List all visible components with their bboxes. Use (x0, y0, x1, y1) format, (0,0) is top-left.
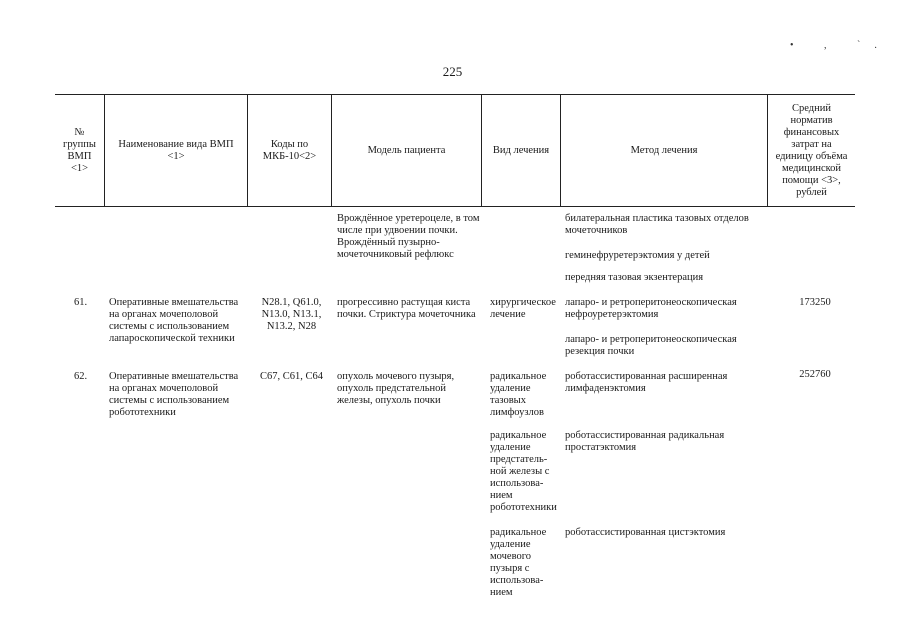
row-62-treatment-1: радикальное удаление тазовых лимфоузлов (490, 371, 547, 418)
row-62-codes: C67, C61, C64 (259, 371, 323, 382)
row-62-treatment-3: радикальное удаление мочевого пузыря с использова-нием (490, 527, 547, 598)
row-62-method-2: роботассистированная радикальная простатэктомия (565, 430, 725, 453)
cont-model: Врождённое уретероцеле, в том числе при удвоении почки. Врождённый пузырно-мочеточниковый рефлюкс (337, 213, 480, 260)
header-method: Метод лечения (630, 144, 698, 156)
header-group: № группы ВМП <1> (63, 126, 96, 174)
header-model: Модель пациента (367, 144, 446, 156)
scan-marks: • , `. (790, 40, 891, 51)
cont-method-2: геминефруретерэктомия у детей (565, 250, 710, 261)
cont-method-3: передняя тазовая экзентерация (565, 272, 704, 283)
row-61-name: Оперативные вмешательства на органах мочеполовой системы с использованием лапароскопической техники (109, 297, 239, 344)
row-61-method-2: лапаро- и ретроперитонеоскопическая резекция почки (565, 334, 737, 357)
header-cost: Средний норматив финансовых затрат на единицу объёма медицинской помощи <3>, рублей (775, 102, 848, 198)
row-61-group: 61. (74, 297, 88, 308)
row-62-treatment-2: радикальное удаление предстатель-ной железы с использова-нием робототехники (490, 430, 557, 513)
row-62-name: Оперативные вмешательства на органах мочеполовой системы с использованием робототехники (109, 371, 239, 418)
table-header (55, 94, 855, 207)
row-61-model: прогрессивно растущая киста почки. Стриктура мочеточника (337, 297, 476, 320)
row-62-group: 62. (74, 371, 88, 382)
row-62-method-3: роботассистированная цистэктомия (565, 527, 726, 538)
cont-method-1: билатеральная пластика тазовых отделов мочеточников (565, 213, 749, 236)
header-treatment: Вид лечения (492, 144, 550, 156)
row-62-model: опухоль мочевого пузыря, опухоль предстательной железы, опухоль почки (337, 371, 455, 406)
header-codes: Коды по МКБ-10<2> (262, 138, 317, 162)
page-number: 225 (442, 64, 463, 79)
row-61-method-1: лапаро- и ретроперитонеоскопическая нефроуретерэктомия (565, 297, 737, 320)
row-61-codes: N28.1, Q61.0, N13.0, N13.1, N13.2, N28 (261, 297, 322, 332)
row-61-cost: 173250 (799, 297, 831, 308)
header-name: Наименование вида ВМП <1> (118, 138, 234, 162)
row-62-cost: 252760 (799, 369, 831, 380)
row-61-treatment: хирургическое лечение (490, 297, 556, 320)
row-62-method-1: роботассистированная расширенная лимфаденэктомия (565, 371, 728, 394)
